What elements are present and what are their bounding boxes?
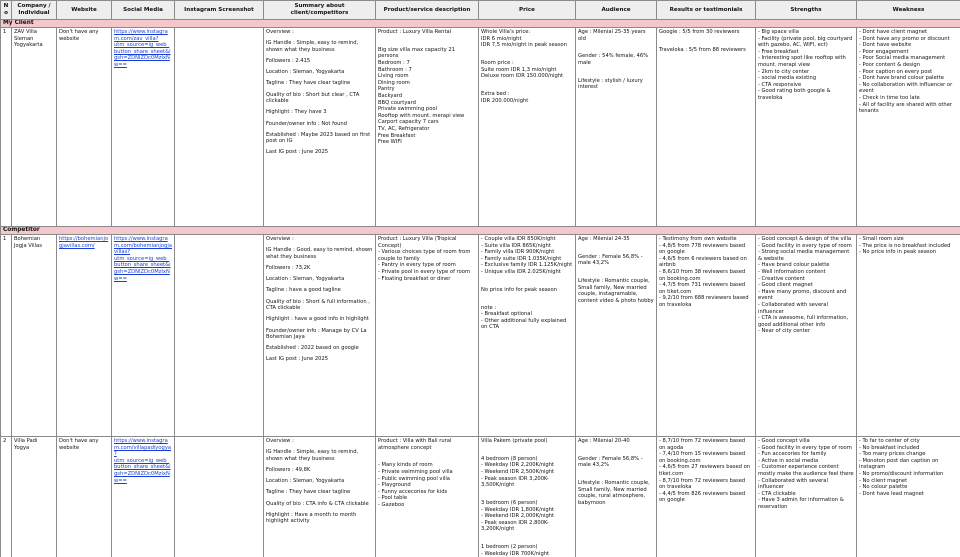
- audience-line: [578, 267, 654, 274]
- price-line: - Weekday IDR 1,800K/night: [481, 506, 555, 513]
- summary-line: Location : Sleman, Yogyakarta: [266, 276, 345, 283]
- weakness-item: - No collaboration with influencer or event: [859, 81, 953, 95]
- summary-line: Quality of bio : CTA info & CTA clickable: [266, 500, 369, 507]
- price-line: IDR 6 mio/night: [481, 35, 522, 42]
- summary-cell: [264, 235, 376, 437]
- results-line: - 4,6/5 from 6 reviewers based on airbnb: [659, 255, 747, 269]
- summary-line: Tagline : They have clear tagline: [266, 80, 351, 87]
- weakness-item: - All of facility are shared with other tenants: [859, 101, 953, 115]
- product-line: BBQ courtyard: [378, 99, 416, 106]
- strength-item: - Interesting spot like rooftop with mount. merapi view: [758, 55, 846, 68]
- price-line: - Weekend IDR 2,000K/night: [481, 513, 555, 520]
- audience-line: Age : Milenial 20-40: [578, 438, 630, 444]
- product-line: Product : Luxury Villa (Tropical Concept): [378, 236, 457, 249]
- strength-item: - CTA clickable: [758, 490, 796, 497]
- price-line: - Suite villa IDR 865K/night: [481, 242, 551, 249]
- strength-item: - Have many promo, discount and event: [758, 288, 847, 302]
- header-company: Company / Individual: [12, 1, 57, 20]
- audience-line: [578, 67, 654, 74]
- strength-item: - Fun accecories for family: [758, 451, 827, 458]
- table-row: [1, 235, 960, 437]
- summary-line: Founder/owner info : Not found: [266, 120, 347, 127]
- summary-line: Founder/owner info : Manage by CV La Bohemian Jaya: [266, 327, 367, 341]
- company-name: Bohemian Jogja Villas: [12, 235, 57, 437]
- audience-line: Gender : 54% female, 46% male: [578, 53, 649, 66]
- weakness-item: - No client magnet: [859, 477, 908, 484]
- strength-item: - Good concept villa: [758, 438, 810, 444]
- strength-item: - Near of city center: [758, 328, 810, 335]
- strength-item: - Have brand colour palette: [758, 262, 830, 269]
- row-no: 2: [1, 437, 12, 557]
- product-line: - Private swimming pool villa: [378, 468, 453, 475]
- price-cell: [479, 437, 576, 557]
- weakness-item: - Too many prices change: [859, 451, 926, 458]
- price-line: - Peak season IDR 2,800K-3,200K/night: [481, 519, 549, 533]
- strength-item: - Good client magnet: [758, 282, 813, 289]
- social-link-text[interactable]: https://www.instagram.com/bohemianjogjavillas?utm_source=ig_web_button_share_sheet&igsh=ZDNlZDc0MzIxNw==: [114, 236, 172, 282]
- row-no: 1: [1, 28, 12, 227]
- header-results: Results or testimonials: [657, 1, 756, 20]
- price-line: [481, 80, 573, 87]
- strength-item: - Active in social media: [758, 457, 819, 464]
- weakness-item: - No breakfast included: [859, 444, 920, 451]
- strength-item: - Well information content: [758, 268, 826, 275]
- results-line: - 4,7/5 from 731 reviewers based on tiket.com: [659, 282, 746, 295]
- price-cell: [479, 235, 576, 437]
- product-line: Pantry: [378, 86, 395, 93]
- product-line: - Floating breakfast or diner: [378, 275, 451, 282]
- header-price: Price: [479, 1, 576, 20]
- summary-line: Followers : 73,2K: [266, 264, 311, 271]
- weakness-item: - Poor caption on every post: [859, 68, 933, 75]
- price-line: No price info for peak season: [481, 286, 557, 293]
- summary-line: Followers : 2.415: [266, 57, 311, 64]
- price-line: 4 bedroom (8 person): [481, 455, 538, 462]
- social-link-text[interactable]: https://www.instagram.com/villapadiyogya?utm_source=ig_web_button_share_sheet&igsh=ZDNlZDc0MzIxNw==: [114, 438, 172, 484]
- summary-line: Last IG post : June 2025: [266, 356, 329, 363]
- price-line: Villa Pakem (private pool): [481, 438, 548, 444]
- summary-line: Overview :: [266, 236, 294, 242]
- product-line: - Gazeboo: [378, 501, 405, 508]
- strength-item: - Facility (private pool, big courtyard with gazebo, AC, WIFI, ect): [758, 35, 853, 49]
- product-line: Private swimming pool: [378, 106, 437, 113]
- product-line: Free WIFI: [378, 139, 402, 146]
- summary-cell: [264, 28, 376, 227]
- header-strengths: Strengths: [756, 1, 857, 20]
- results-line: [659, 36, 753, 43]
- weakness-cell: [857, 437, 960, 557]
- strength-item: - 2km to city center: [758, 68, 810, 75]
- price-line: IDR 200.000/night: [481, 97, 529, 104]
- weakness-item: - Poor content & design: [859, 61, 921, 68]
- section-row-competitor: [1, 227, 960, 235]
- weakness-item: - Poor engagement: [859, 48, 909, 55]
- company-name: ZAV Villa Sleman Yogyakarta: [12, 28, 57, 227]
- product-line: Dining room: [378, 79, 410, 86]
- strength-item: - Strong social media management & website: [758, 249, 850, 262]
- summary-line: Highlight : Have a month to month highlight activity: [266, 511, 357, 525]
- audience-line: Gender : Female 56,8% - male 43,2%: [578, 455, 643, 469]
- header-audience: Audience: [576, 1, 657, 20]
- weakness-item: - Dont have brand colour palette: [859, 75, 944, 82]
- instagram-screenshot: [175, 235, 264, 437]
- website-cell: Don't have any website: [57, 28, 112, 227]
- summary-line: Quality of bio : Short & full information , CTA clickable: [266, 298, 370, 312]
- product-line: Bathroom : 7: [378, 66, 412, 73]
- summary-line: Tagline : They have clear tagline: [266, 489, 351, 496]
- price-line: [481, 49, 573, 56]
- summary-line: Highlight : have a good info in highlight: [266, 316, 369, 323]
- product-cell: [376, 437, 479, 557]
- summary-line: IG Handle : Good, easy to remind, shown what they business: [266, 247, 373, 260]
- audience-line: Lifestyle : stylish / luxury interest: [578, 77, 643, 91]
- strength-item: - Good facility in every type of room: [758, 242, 852, 249]
- results-line: - 8,7/10 from 72 reviewers based on agoda: [659, 438, 746, 451]
- strengths-cell: [756, 28, 857, 227]
- weakness-item: - Poor Social media management: [859, 55, 946, 62]
- header-instagram-screenshot: Instagram Screenshot: [175, 1, 264, 20]
- results-cell: [657, 28, 756, 227]
- summary-line: Quality of bio : Short but clear , CTA clickable: [266, 91, 360, 105]
- price-line: - Exclusive family IDR 1.125K/night: [481, 262, 573, 269]
- strength-item: - CTA is awesome, full information, good additional other info: [758, 315, 849, 328]
- results-line: - 8,6/10 from 38 reviewers based on booking.com: [659, 268, 746, 282]
- summary-line: Tagline : have a good tagline: [266, 287, 341, 294]
- results-line: Google : 5/5 from 30 reviewers: [659, 29, 740, 35]
- product-line: Product : Luxury Villa Rental: [378, 29, 452, 35]
- header-social-media: Social Media: [112, 1, 175, 20]
- product-line: - Pool table: [378, 495, 408, 502]
- summary-cell: [264, 437, 376, 557]
- results-line: Traveloka : 5/5 from 88 reviewers: [659, 46, 746, 53]
- strength-item: - Customer experience content mostly make the audience feel there: [758, 464, 854, 477]
- audience-line: [578, 469, 654, 476]
- audience-cell: [576, 28, 657, 227]
- product-line: - Pantry in every type of room: [378, 262, 456, 269]
- results-cell: [657, 235, 756, 437]
- price-line: [481, 276, 573, 283]
- results-line: - 9,2/10 from 688 reviewers based on traveloka: [659, 295, 749, 308]
- strength-item: - Good facility in every type of room: [758, 444, 852, 451]
- summary-line: Followers : 49,8K: [266, 466, 311, 473]
- price-line: [481, 293, 573, 300]
- audience-line: [578, 445, 654, 452]
- price-line: [481, 445, 573, 452]
- section-row-client: [1, 20, 960, 28]
- product-line: Carport capacity 7 cars: [378, 119, 439, 126]
- row-no: 1: [1, 235, 12, 437]
- product-line: Free Breakfast: [378, 132, 416, 139]
- table-row: [1, 437, 960, 557]
- price-line: - Weekday IDR 700K/night: [481, 550, 550, 557]
- header-product: Product/service description: [376, 1, 479, 20]
- social-media-link[interactable]: [112, 437, 175, 557]
- weakness-cell: [857, 235, 960, 437]
- price-line: - Breakfast optional: [481, 311, 532, 318]
- instagram-screenshot: [175, 437, 264, 557]
- weakness-item: - Dont have any promo or discount: [859, 35, 950, 42]
- strength-item: - Big space villa: [758, 29, 799, 35]
- price-line: note :: [481, 304, 497, 311]
- summary-line: Highlight : They have 3: [266, 109, 327, 116]
- results-line: - Testimony from own website: [659, 236, 737, 242]
- product-line: - Private pool in every type of room: [378, 268, 470, 275]
- results-cell: [657, 437, 756, 557]
- weakness-item: - Monoton post dan caption on instagram: [859, 457, 939, 471]
- strength-item: - Free breakfast: [758, 48, 799, 55]
- weakness-item: - Dont have client magnet: [859, 29, 927, 35]
- header-website: Website: [57, 1, 112, 20]
- price-line: - Peak season IDR 3,200K-3,500K/night: [481, 475, 549, 489]
- audience-line: [578, 42, 654, 49]
- price-line: [481, 489, 573, 496]
- price-line: - Weekday IDR 2,200K/night: [481, 462, 555, 469]
- price-line: Suite room IDR 1,3 mio/night: [481, 66, 557, 73]
- product-line: - Many kinds of room: [378, 462, 433, 469]
- table-row: [1, 28, 960, 227]
- product-line: [378, 451, 476, 458]
- price-cell: [479, 28, 576, 227]
- section-label-client: My Client: [1, 20, 960, 28]
- weakness-item: - The price is no breakfast included: [859, 242, 951, 249]
- header-no: No: [1, 1, 12, 20]
- product-line: Backyard: [378, 92, 402, 99]
- results-line: - 7,4/10 from 15 reviewers based on booking.com: [659, 451, 746, 464]
- weakness-item: - Small room size: [859, 236, 904, 242]
- product-line: - Public swimming pool villa: [378, 475, 450, 482]
- audience-line: Gender : Female 56,8% - male 43,2%: [578, 253, 643, 267]
- social-link-text[interactable]: https://www.instagram.com/zav_villa?utm_source=ig_web_button_share_sheet&igsh=ZDNlZDc0MzIxNw==: [114, 29, 171, 68]
- price-line: - Other additional fully explained on CTA: [481, 317, 567, 331]
- website-link[interactable]: [57, 235, 112, 437]
- price-line: 1 bedroom (2 person): [481, 544, 538, 551]
- summary-line: Established : 2022 based on google: [266, 345, 359, 352]
- audience-line: Lifestyle : Romantic couple, Small family, New married couple, rural atmosphere, babymoon: [578, 480, 650, 506]
- audience-cell: [576, 235, 657, 437]
- price-line: Extra bed :: [481, 90, 510, 97]
- product-line: - Funny accecories for kids: [378, 488, 448, 495]
- results-line: - 4,8/5 from 778 reviewers based on google: [659, 242, 746, 256]
- audience-line: Age : Milenial 24-35: [578, 236, 630, 242]
- audience-line: [578, 243, 654, 250]
- weakness-item: - To far to center of city: [859, 438, 920, 444]
- weakness-item: - No colour palette: [859, 484, 908, 491]
- summary-line: Location : Sleman, Yogyakarta: [266, 69, 345, 76]
- strengths-cell: [756, 437, 857, 557]
- product-cell: [376, 235, 479, 437]
- strength-item: - Collaborated with several influencer: [758, 301, 828, 315]
- weakness-item: - Check in time too late: [859, 94, 920, 101]
- price-line: Whole Villa's price:: [481, 29, 531, 35]
- product-cell: [376, 28, 479, 227]
- weakness-item: - No price info in peak season: [859, 249, 937, 256]
- product-line: Bedroom : 7: [378, 59, 410, 66]
- price-line: Deluxe room IDR 150.000/night: [481, 73, 564, 80]
- summary-line: Established : Maybe 2023 based on first post on IG: [266, 131, 371, 145]
- summary-line: IG Handle : Simple, easy to remind, shown what they business: [266, 449, 359, 462]
- audience-line: Age : Milenial 25-35 years old: [578, 29, 646, 42]
- product-line: [378, 36, 476, 43]
- price-line: IDR 7,5 mio/night in peak season: [481, 42, 568, 49]
- product-line: TV, AC, Refrigerator: [378, 125, 430, 132]
- results-line: - 4,4/5 from 826 reviewers based on google: [659, 490, 746, 504]
- header-row: [1, 1, 960, 20]
- price-line: - Family suite IDR 1.035K/night: [481, 255, 562, 262]
- website-link-text[interactable]: https://bohemianjogjavillas.com/: [59, 236, 109, 249]
- strength-item: - Have 3 admin for information & reservation: [758, 497, 844, 510]
- summary-line: IG Handle : Simple, easy to remind, shown what they business: [266, 40, 359, 53]
- price-line: Room price :: [481, 59, 514, 66]
- price-line: - Weekend IDR 2,500K/night: [481, 468, 555, 475]
- price-line: - Unique villa IDR 2.025K/night: [481, 268, 561, 275]
- audience-line: Lifestyle : Romantic couple, Small family, New married couple, instagramable, content video & photo hobby: [578, 278, 654, 304]
- product-line: Big size villa max capacity 21 persons: [378, 46, 455, 60]
- summary-line: Overview :: [266, 29, 294, 35]
- strength-item: - Good rating both google & traveloka: [758, 88, 831, 101]
- weakness-cell: [857, 28, 960, 227]
- strength-item: - Creative content: [758, 275, 805, 282]
- instagram-screenshot: [175, 28, 264, 227]
- results-line: - 4,6/5 from 27 reviewers based on tiket.com: [659, 464, 751, 477]
- website-cell: Don't have any website: [57, 437, 112, 557]
- product-line: Rooftop with mount. merapi view: [378, 112, 465, 119]
- price-line: 3 bedroom (6 person): [481, 499, 538, 506]
- social-media-link[interactable]: [112, 28, 175, 227]
- price-line: - Couple villa IDR 850K/night: [481, 236, 556, 242]
- strength-item: - CTA responsive: [758, 81, 802, 88]
- weakness-item: - No promo/discount information: [859, 470, 944, 477]
- price-line: [481, 533, 573, 540]
- results-line: - 8,7/10 from 72 reviewers based on traveloka: [659, 477, 746, 491]
- strength-item: - Good concept & design of the villa: [758, 236, 852, 242]
- product-line: Living room: [378, 73, 409, 80]
- header-summary: Summary about client/competitors: [264, 1, 376, 20]
- strength-item: - social media existing: [758, 75, 817, 82]
- strengths-cell: [756, 235, 857, 437]
- company-name: Villa Padi Yogya: [12, 437, 57, 557]
- product-line: Product : Villa with Bali rural atmosphere concept: [378, 438, 452, 451]
- strength-item: - Collaborated with several influencer: [758, 477, 828, 491]
- weakness-item: - Dont have website: [859, 42, 912, 49]
- product-line: - Playground: [378, 482, 411, 489]
- price-line: - Family villa IDR 900K/night: [481, 249, 555, 256]
- social-media-link[interactable]: [112, 235, 175, 437]
- product-line: - Various choices type of room from couple to family: [378, 249, 471, 262]
- section-label-competitor: Competitor: [1, 227, 960, 235]
- header-weakness: Weakness: [857, 1, 960, 20]
- weakness-item: - Dont have lead magnet: [859, 490, 924, 497]
- summary-line: Location : Sleman, Yogyakarta: [266, 478, 345, 485]
- summary-line: Last IG post : June 2025: [266, 149, 329, 156]
- summary-line: Overview :: [266, 438, 294, 444]
- audience-cell: [576, 437, 657, 557]
